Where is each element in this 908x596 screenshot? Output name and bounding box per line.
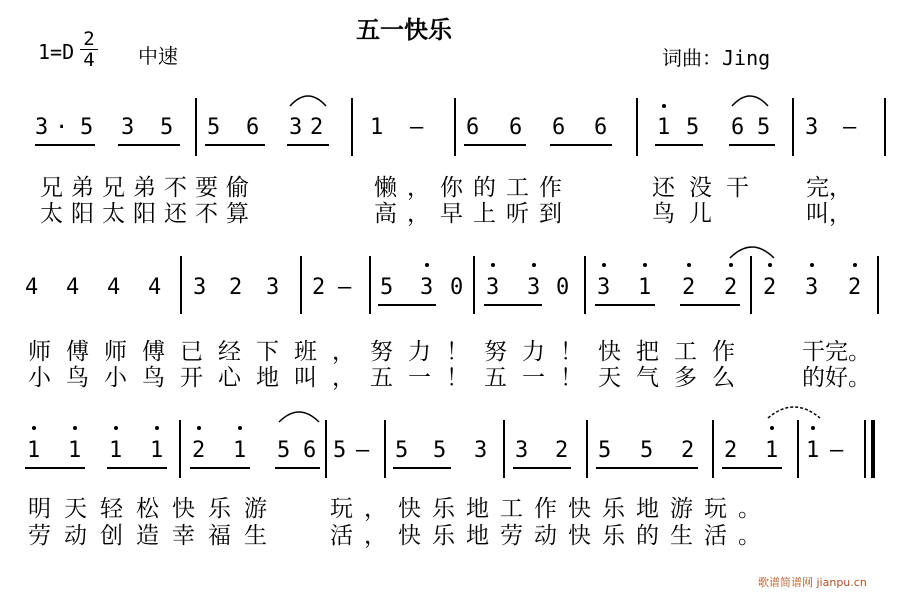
note: 1 (638, 275, 652, 300)
note: 3 (266, 275, 280, 300)
note: 2 (192, 438, 206, 463)
high-octave-dot (729, 263, 733, 267)
note: 1 (109, 438, 123, 463)
song-title: 五一快乐 (356, 15, 452, 44)
note: 2 (682, 275, 696, 300)
beam-underline (275, 467, 320, 469)
bar-line (586, 420, 588, 478)
bar-line (195, 98, 197, 156)
time-signature-bottom: 4 (83, 49, 95, 71)
note: 5 (80, 115, 94, 140)
note: 4 (25, 275, 39, 300)
key-signature: 1=D (38, 40, 75, 64)
lyric-verse-2: 小鸟小鸟开心地叫，五一！五一！天气多么 (28, 365, 750, 391)
note: 4 (148, 275, 162, 300)
high-octave-dot (32, 426, 36, 430)
note: 1 (657, 115, 671, 140)
high-octave-dot (425, 263, 429, 267)
beam-underline (680, 304, 740, 306)
lyric-verse-2: 的好。 (802, 365, 871, 391)
note: 3 (515, 438, 529, 463)
note: 2 (310, 115, 324, 140)
beam-underline (107, 467, 167, 469)
note: 1 (150, 438, 164, 463)
watermark-text: 歌谱简谱网 jianpu.cn (758, 576, 867, 589)
note: 5 (640, 438, 654, 463)
note: – (830, 438, 844, 463)
note: 1 (27, 438, 41, 463)
note: 2 (724, 438, 738, 463)
note: 3 (527, 275, 541, 300)
note: 3 (597, 275, 611, 300)
lyric-verse-2: 鸟儿 (652, 201, 726, 227)
lyric-verse-2: 高，早上听到 (374, 201, 572, 227)
note: 6 (509, 115, 523, 140)
high-octave-dot (238, 426, 242, 430)
beam-underline (464, 144, 526, 146)
bar-line (792, 98, 794, 156)
tie-arc (288, 92, 328, 108)
note: 6 (731, 115, 745, 140)
high-octave-dot (602, 263, 606, 267)
note: 2 (763, 275, 777, 300)
high-octave-dot (853, 263, 857, 267)
beam-underline (550, 144, 612, 146)
lyric-verse-1: 师傅师傅已经下班，努力！努力！快把工作 (28, 339, 750, 365)
bar-line (750, 256, 752, 314)
lyric-verse-1: 干完。 (802, 339, 871, 365)
note: 3 (805, 115, 819, 140)
note: 1 (68, 438, 82, 463)
high-octave-dot (811, 426, 815, 430)
note: 4 (66, 275, 80, 300)
lyric-verse-2: 叫， (806, 201, 852, 227)
note: 1 (233, 438, 247, 463)
bar-line (369, 256, 371, 314)
bar-line (351, 98, 353, 156)
bar-line (300, 256, 302, 314)
bar-line (636, 98, 638, 156)
lyric-verse-2: 劳动创造幸福生 (28, 523, 280, 549)
note: 2 (312, 275, 326, 300)
beam-underline (35, 144, 95, 146)
note: 6 (466, 115, 480, 140)
lyric-verse-1: 明天轻松快乐游 (28, 496, 280, 522)
bar-line (712, 420, 714, 478)
note: 3 (486, 275, 500, 300)
note: 0 (450, 275, 464, 300)
note: 3 (121, 115, 135, 140)
note: – (843, 115, 857, 140)
high-octave-dot (197, 426, 201, 430)
beam-underline (729, 144, 775, 146)
high-octave-dot (491, 263, 495, 267)
final-bar-line-thick (871, 420, 875, 478)
note: 1 (370, 115, 384, 140)
note: 2 (555, 438, 569, 463)
note: 6 (246, 115, 260, 140)
beam-underline (378, 304, 436, 306)
note: 5 (433, 438, 447, 463)
note: – (356, 438, 370, 463)
high-octave-dot (768, 263, 772, 267)
beam-underline (655, 144, 703, 146)
note: 3 (474, 438, 488, 463)
note: 5 (757, 115, 771, 140)
note: – (338, 275, 352, 300)
bar-line (473, 256, 475, 314)
note: 3 (35, 115, 49, 140)
time-signature-top: 2 (83, 28, 95, 50)
high-octave-dot (73, 426, 77, 430)
note: 2 (229, 275, 243, 300)
bar-line (884, 98, 886, 156)
lyric-verse-1: 玩，快乐地工作快乐地游玩。 (330, 496, 772, 522)
bar-line (180, 256, 182, 314)
note: 5 (686, 115, 700, 140)
lyric-verse-1: 兄弟兄弟不要偷 (40, 175, 257, 201)
note: 0 (556, 275, 570, 300)
note: 2 (681, 438, 695, 463)
beam-underline (596, 467, 698, 469)
bar-line (584, 256, 586, 314)
note: 1 (806, 438, 820, 463)
note: 5 (598, 438, 612, 463)
note: 5 (333, 438, 347, 463)
bar-line (503, 420, 505, 478)
lyric-verse-2: 活，快乐地劳动快乐的生活。 (330, 523, 772, 549)
high-octave-dot (532, 263, 536, 267)
lyric-verse-2: 太阳太阳还不算 (40, 201, 257, 227)
note: 3 (805, 275, 819, 300)
bar-line (797, 420, 799, 478)
note: 5 (207, 115, 221, 140)
tempo-marking: 中速 (138, 44, 178, 68)
high-octave-dot (810, 263, 814, 267)
high-octave-dot (687, 263, 691, 267)
note: 6 (594, 115, 608, 140)
lyric-verse-1: 完， (806, 175, 852, 201)
bar-line (325, 420, 327, 478)
note: · (55, 115, 69, 140)
bar-line (384, 420, 386, 478)
note: 5 (160, 115, 174, 140)
beam-underline (595, 304, 655, 306)
high-octave-dot (114, 426, 118, 430)
beam-underline (722, 467, 782, 469)
high-octave-dot (770, 426, 774, 430)
note: – (410, 115, 424, 140)
high-octave-dot (155, 426, 159, 430)
author-credit: 词曲：Jing (662, 46, 771, 70)
beam-underline (287, 144, 329, 146)
tie-arc (277, 408, 321, 424)
note: 3 (420, 275, 434, 300)
beam-underline (484, 304, 542, 306)
time-signature (80, 30, 98, 69)
bar-line (454, 98, 456, 156)
high-octave-dot (662, 104, 666, 108)
note: 6 (303, 438, 317, 463)
note: 3 (289, 115, 303, 140)
beam-underline (25, 467, 85, 469)
note: 5 (395, 438, 409, 463)
note: 2 (848, 275, 862, 300)
beam-underline (190, 467, 250, 469)
note: 2 (724, 275, 738, 300)
note: 6 (552, 115, 566, 140)
final-bar-line-thin (864, 420, 866, 478)
tie-arc (766, 404, 822, 420)
tie-arc (728, 244, 776, 260)
bar-line (877, 256, 879, 314)
note: 1 (765, 438, 779, 463)
lyric-verse-1: 还没干 (652, 175, 763, 201)
note: 3 (193, 275, 207, 300)
note: 5 (277, 438, 291, 463)
beam-underline (393, 467, 451, 469)
bar-line (179, 420, 181, 478)
beam-underline (118, 144, 180, 146)
high-octave-dot (643, 263, 647, 267)
beam-underline (513, 467, 571, 469)
beam-underline (205, 144, 265, 146)
lyric-verse-1: 懒，你的工作 (374, 175, 572, 201)
note: 5 (380, 275, 394, 300)
tie-arc (730, 92, 770, 108)
note: 4 (107, 275, 121, 300)
